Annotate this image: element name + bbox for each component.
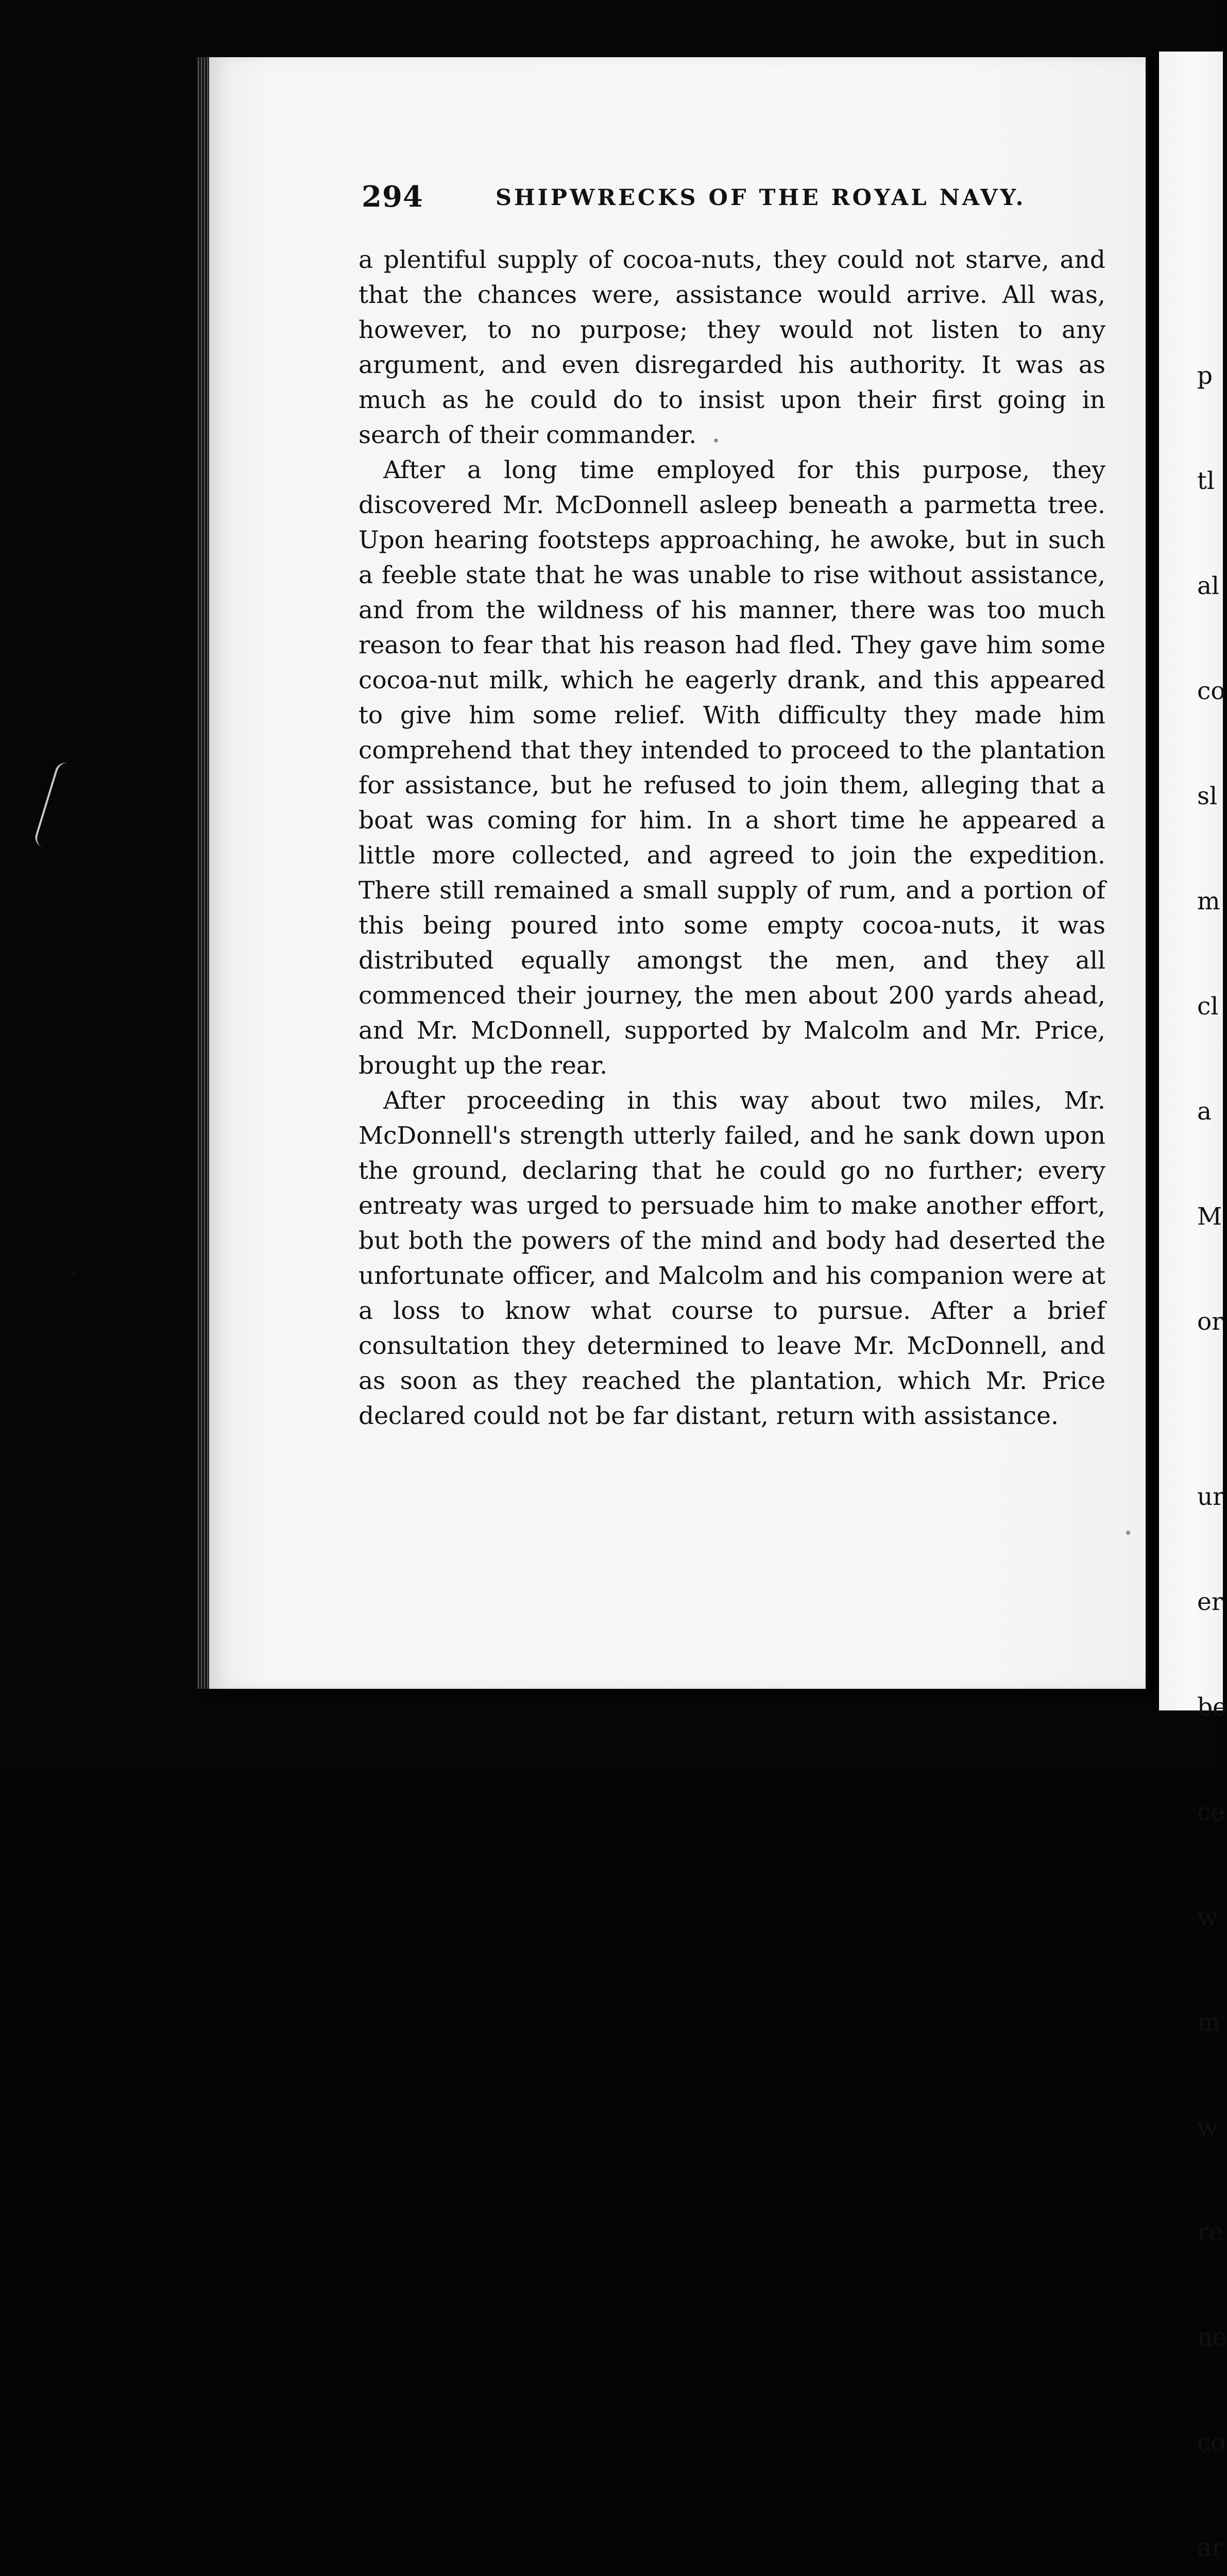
adjacent-line: cl	[1197, 992, 1219, 1021]
adjacent-page-text-fragments	[1197, 289, 1226, 2576]
adjacent-line: er	[1197, 1588, 1223, 1616]
paper-speck	[714, 438, 718, 443]
adjacent-line: ne	[1197, 2324, 1227, 2352]
adjacent-line: re	[1197, 2218, 1223, 2247]
adjacent-line: al	[1197, 572, 1220, 600]
adjacent-line: ar	[1197, 2534, 1223, 2562]
adjacent-line: M	[1197, 1202, 1222, 1231]
adjacent-line: w	[1197, 2113, 1218, 2142]
paragraph-3: After proceeding in this way about two miles, Mr. McDonnell's strength utterly failed, and he sank down upon the ground, declaring that he could go no further; every entreaty was urged to persuade him to make another effort, but both the powers of the mind and body had deserted the unfortunate officer, and Malcolm and his companion were at a loss to know what course to pursue. After a brief consultation they determined to leave Mr. McDonnell, and as soon as they reached the plantation, which Mr. Price declared could not be far distant, return with assistance.	[359, 1087, 1105, 1430]
adjacent-line: ce	[1197, 1798, 1225, 1826]
adjacent-line: w	[1197, 1903, 1218, 1931]
adjacent-line: tl	[1197, 467, 1215, 495]
adjacent-line: sl	[1197, 782, 1218, 810]
page-header	[362, 180, 1191, 236]
adjacent-line: or	[1197, 1308, 1223, 1336]
adjacent-line: m	[1197, 2008, 1220, 2037]
paragraph-1: a plentiful supply of cocoa-nuts, they could not starve, and that the chances were, assistance would arrive. All was, however, to no purpose; they would not listen to any argument, and even disregarded his authority. It was as much as he could do to insist upon their first going in search of their commander.	[359, 246, 1105, 449]
adjacent-line: ur	[1197, 1483, 1224, 1511]
page-bottom-shadow	[206, 1689, 1159, 1702]
adjacent-line: be	[1197, 1693, 1227, 1721]
paper-speck	[1126, 1531, 1130, 1535]
left-book-page	[209, 57, 1146, 1689]
paragraph-2: After a long time employed for this purpose, they discovered Mr. McDonnell asleep beneath a parmetta tree. Upon hearing footsteps approaching, he awoke, but in such a feeble state that he was unable to rise without assistance, and from the wildness of his manner, there was too much reason to fear that his reason had fled. They gave him some cocoa-nut milk, which he eagerly drank, and this appeared to give him some relief. With difficulty they made him comprehend that they intended to proceed to the plantation for assistance, but he refused to join them, alleging that a boat was coming for him. In a short time he appeared a little more collected, and agreed to join the expedition. There still remained a small supply of rum, and a portion of this being poured into some empty cocoa-nuts, it was distributed equally amongst the men, and they all commenced their journey, the men about 200 yards ahead, and Mr. McDonnell, supported by Malcolm and Mr. Price, brought up the rear.	[359, 456, 1105, 1080]
adjacent-line: m	[1197, 887, 1220, 916]
adjacent-line: p	[1197, 362, 1213, 390]
book-gutter	[1146, 57, 1159, 1689]
adjacent-line: a	[1197, 1097, 1212, 1126]
adjacent-line: co	[1197, 2429, 1225, 2457]
adjacent-line: co	[1197, 677, 1225, 705]
running-head: SHIPWRECKS OF THE ROYAL NAVY.	[496, 185, 1026, 211]
page-number: 294	[362, 180, 423, 214]
page-text	[359, 243, 1105, 1434]
